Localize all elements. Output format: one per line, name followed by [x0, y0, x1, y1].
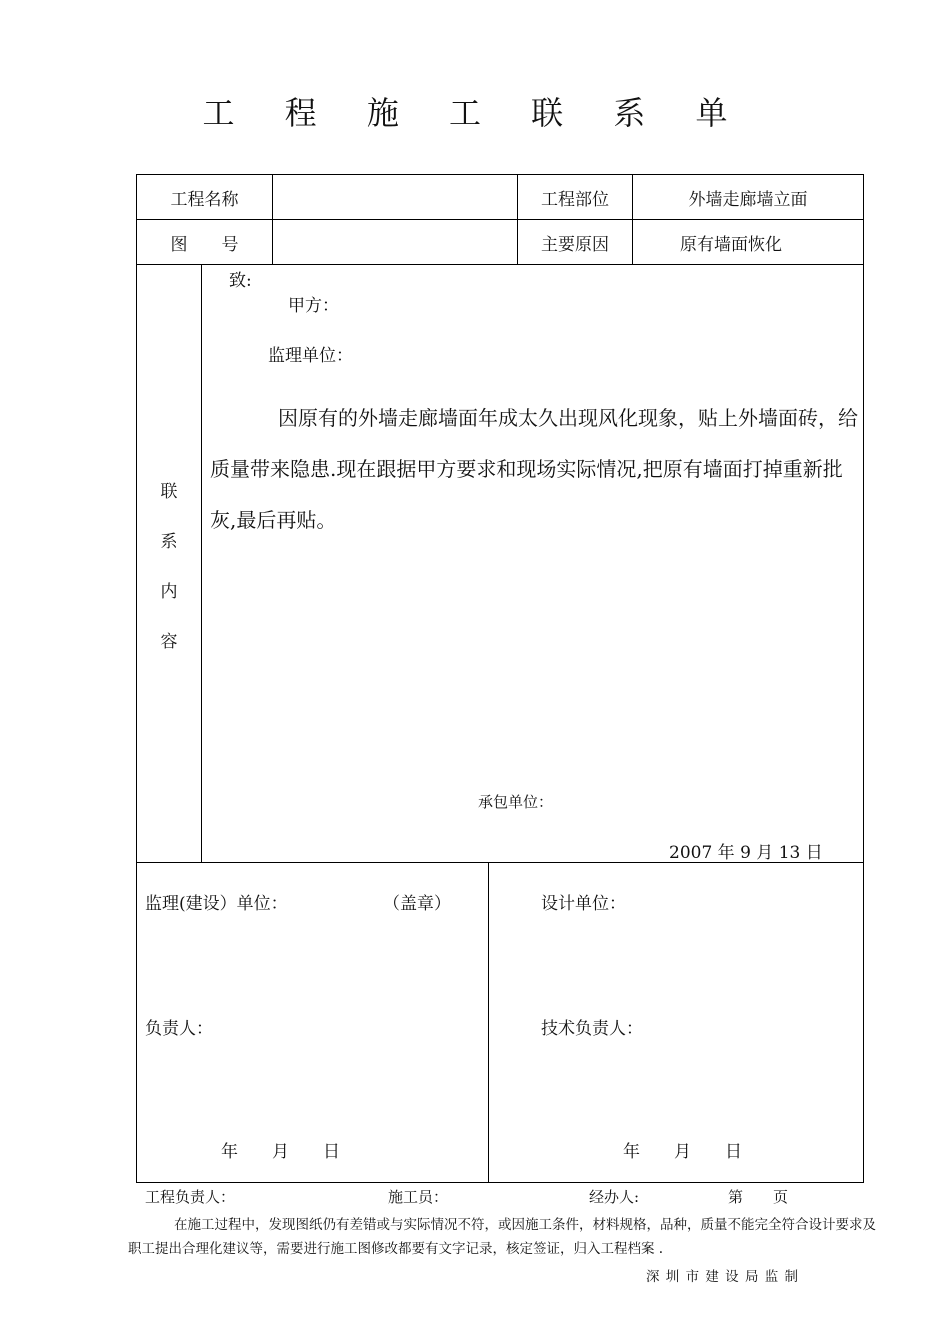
party-a-label: 甲方： [288, 296, 339, 316]
contractor-label: 承包单位： [478, 793, 554, 811]
footer-note: 在施工过程中，发现图纸仍有差错或与实际情况不符，或因施工条件，材料规格，品种，质量不能完全符合设计要求及职工提出合理化建议等，需要进行施工图修改都要有文字记录，核定签证，归入工程档案 . [128, 1217, 876, 1257]
main-reason-value: 原有墙面恢化 [680, 235, 782, 255]
side-label-char-2: 系 [160, 532, 178, 552]
supervisor-label: 监理单位： [268, 346, 353, 366]
issuer-label: 深 圳 市 建 设 局 监 制 [646, 1269, 800, 1285]
document-title: 工 程 施 工 联 系 单 [202, 94, 748, 132]
side-label-char-4: 容 [160, 632, 178, 652]
technical-responsible-label: 技术负责人： [541, 1019, 643, 1039]
constructor-label: 施工员： [388, 1188, 449, 1206]
side-label-char-1: 联 [160, 482, 178, 502]
handler-label: 经办人: [589, 1188, 640, 1206]
side-label-char-3: 内 [160, 582, 178, 602]
page-label: 第 页 [728, 1188, 789, 1206]
right-date-label: 年 月 日 [623, 1142, 742, 1162]
drawing-no-label: 图 号 [170, 235, 239, 255]
content-date: 2007 年 9 月 13 日 [669, 843, 823, 863]
contact-body-text [210, 393, 860, 546]
seal-label: （盖章） [383, 894, 451, 914]
responsible-person-label: 负责人： [145, 1019, 213, 1039]
project-part-label: 工程部位 [541, 190, 609, 210]
main-reason-label: 主要原因 [541, 235, 609, 255]
signoff-divider [488, 862, 489, 1183]
table-row-divider-1 [136, 219, 864, 220]
to-label: 致: [229, 271, 252, 291]
table-border-right [863, 174, 864, 1183]
design-unit-label: 设计单位： [541, 894, 626, 914]
table-border-top [136, 174, 864, 175]
table-border-bottom [136, 1182, 864, 1183]
table-row-divider-2 [136, 264, 864, 265]
project-name-label: 工程名称 [170, 190, 239, 210]
body-paragraph: 因原有的外墙走廊墙面年成太久出现风化现象，贴上外墙面砖，给质量带来隐患.现在跟据甲方要求和现场实际情况,把原有墙面打掉重新批灰,最后再贴。 [210, 406, 858, 532]
table-col-divider-1 [272, 174, 273, 265]
content-side-divider [201, 264, 202, 863]
project-manager-label: 工程负责人： [145, 1188, 236, 1206]
left-date-label: 年 月 日 [221, 1142, 340, 1162]
project-part-value: 外墙走廊墙立面 [688, 190, 808, 210]
supervision-unit-label: 监理(建设）单位： [145, 894, 288, 914]
table-border-left [136, 174, 137, 1183]
